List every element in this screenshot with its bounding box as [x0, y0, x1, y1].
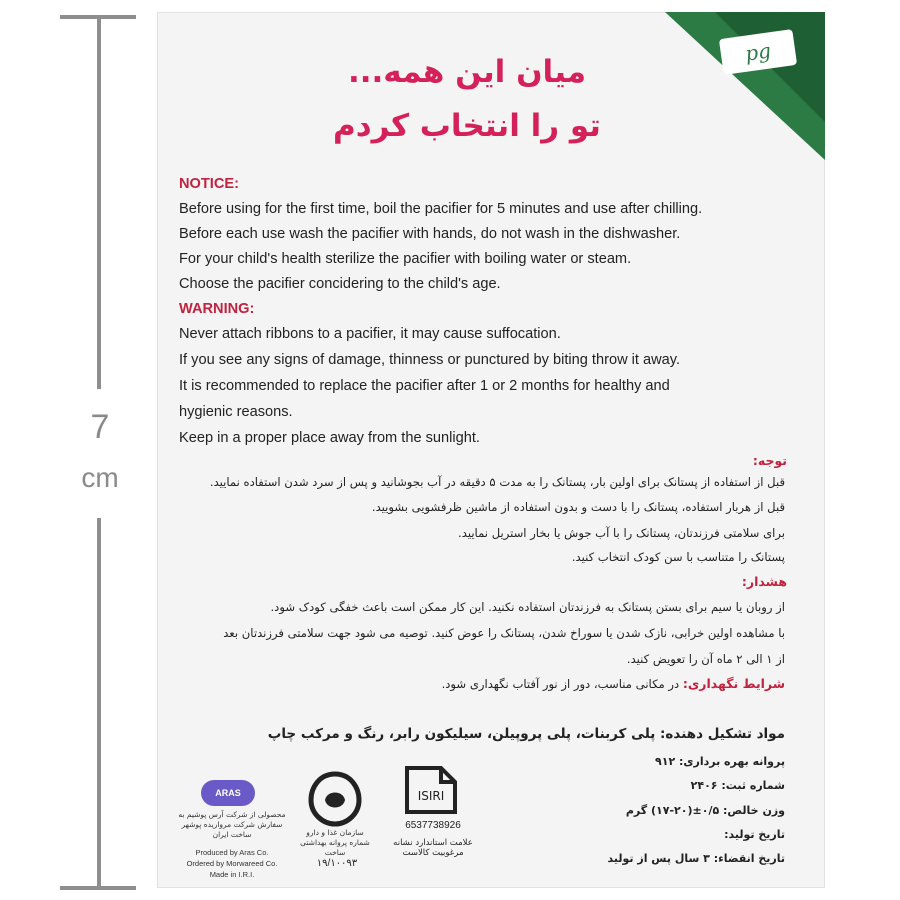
fda-number: ۱۹/۱۰۰۹۳: [316, 858, 358, 869]
notice-line: Choose the pacifier concidering to the child's age.: [179, 276, 501, 292]
standard-note: علامت استاندارد نشانه مرغوبیت کالاست: [393, 838, 473, 858]
package-back: [157, 12, 825, 888]
fa-notice-line: پستانک را متناسب با سن کودک انتخاب کنید.: [571, 550, 785, 564]
ordered-by: Ordered by Morwareed Co.: [186, 859, 278, 868]
materials: مواد تشکیل دهنده: پلی کربنات، پلی پروپیلن، سیلیکون رابر، رنگ و مرکب چاپ: [267, 726, 785, 742]
made-in: Made in I.R.I.: [209, 870, 255, 879]
headline-line1: میان این همه...: [347, 54, 587, 90]
notice-title: NOTICE:: [179, 176, 239, 192]
svg-text:ISIRI: ISIRI: [417, 789, 445, 803]
iran-standard-mark-icon: [401, 760, 461, 820]
fa-warning-line: از ۱ الی ۲ ماه آن را تعویض کنید.: [626, 652, 785, 666]
ruler-line-top: [97, 17, 101, 389]
fa-warning-title: هشدار:: [741, 574, 787, 589]
fda-label: [297, 828, 373, 858]
spec-line: شماره ثبت: ۲۴۰۶: [690, 779, 785, 792]
pg-logo: pg: [719, 29, 797, 75]
spec-line: تاریخ تولید:: [724, 828, 785, 841]
spec-line: پروانه بهره برداری: ۹۱۲: [655, 755, 785, 768]
warning-line: It is recommended to replace the pacifier after 1 or 2 months for healthy and: [179, 378, 670, 394]
aras-logo: ARAS: [201, 780, 255, 806]
warning-title: WARNING:: [179, 301, 255, 317]
fa-storage-text: در مکانی مناسب، دور از نور آفتاب نگهداری شود.: [441, 677, 680, 691]
fda-seal-icon: [305, 770, 365, 828]
standard-number: 6537738926: [405, 820, 461, 831]
warning-line: If you see any signs of damage, thinness or punctured by biting throw it away.: [179, 352, 681, 368]
notice-line: For your child's health sterilize the pacifier with boiling water or steam.: [179, 251, 632, 267]
produced-by: Produced by Aras Co.: [195, 848, 269, 857]
fa-warning-line: با مشاهده اولین خرابی، نازک شدن یا سوراخ شدن، پستانک را عوض کنید. توصیه می شود جهت سلامتی فرزندتان بعد: [223, 626, 785, 640]
ruler-unit: cm: [81, 462, 119, 493]
fa-warning-line: از روبان یا سیم برای بستن پستانک به فرزندتان استفاده نکنید. این کار ممکن است باعث خفگی کودک شود.: [270, 600, 785, 614]
fa-notice-line: قبل از هربار استفاده، پستانک را با دست و بدون استفاده از ماشین ظرفشویی بشویید.: [371, 500, 785, 514]
fa-storage: [157, 676, 785, 691]
fa-storage-title: شرایط نگهداری:: [682, 676, 785, 691]
company-fa-text: محصولی از شرکت آرس پوشیم به سفارش شرکت مرواریده پوشهر ساخت ایران: [178, 810, 286, 839]
ruler-bottom-cap: [60, 886, 136, 890]
spec-line: وزن خالص: ۰/۵±(۲۰-۱۷) گرم: [625, 804, 785, 817]
fa-notice-line: قبل از استفاده از پستانک برای اولین بار، پستانک را به مدت ۵ دقیقه در آب بجوشانید و پس از سرد شدن استفاده نمایید.: [209, 475, 785, 489]
fa-notice-line: برای سلامتی فرزندتان، پستانک را با آب جوش یا بخار استریل نمایید.: [458, 526, 785, 540]
ruler-line-bottom: [97, 518, 101, 888]
warning-line: Keep in a proper place away from the sunlight.: [179, 430, 480, 446]
fda-label-line: سازمان غذا و دارو: [306, 828, 364, 837]
fa-notice-title: توجه:: [752, 453, 787, 468]
headline-line2: تو را انتخاب کردم: [333, 108, 601, 144]
notice-line: Before each use wash the pacifier with hands, do not wash in the dishwasher.: [179, 226, 681, 242]
fda-sublabel-line: شماره پروانه بهداشتی ساخت: [300, 838, 370, 857]
spec-line: تاریخ انقضاء: ۳ سال پس از تولید: [607, 852, 785, 865]
notice-line: Before using for the first time, boil the pacifier for 5 minutes and use after chilling.: [179, 201, 703, 217]
warning-line: hygienic reasons.: [179, 404, 293, 420]
warning-line: Never attach ribbons to a pacifier, it may cause suffocation.: [179, 326, 561, 342]
ruler-value: 7: [90, 408, 110, 446]
